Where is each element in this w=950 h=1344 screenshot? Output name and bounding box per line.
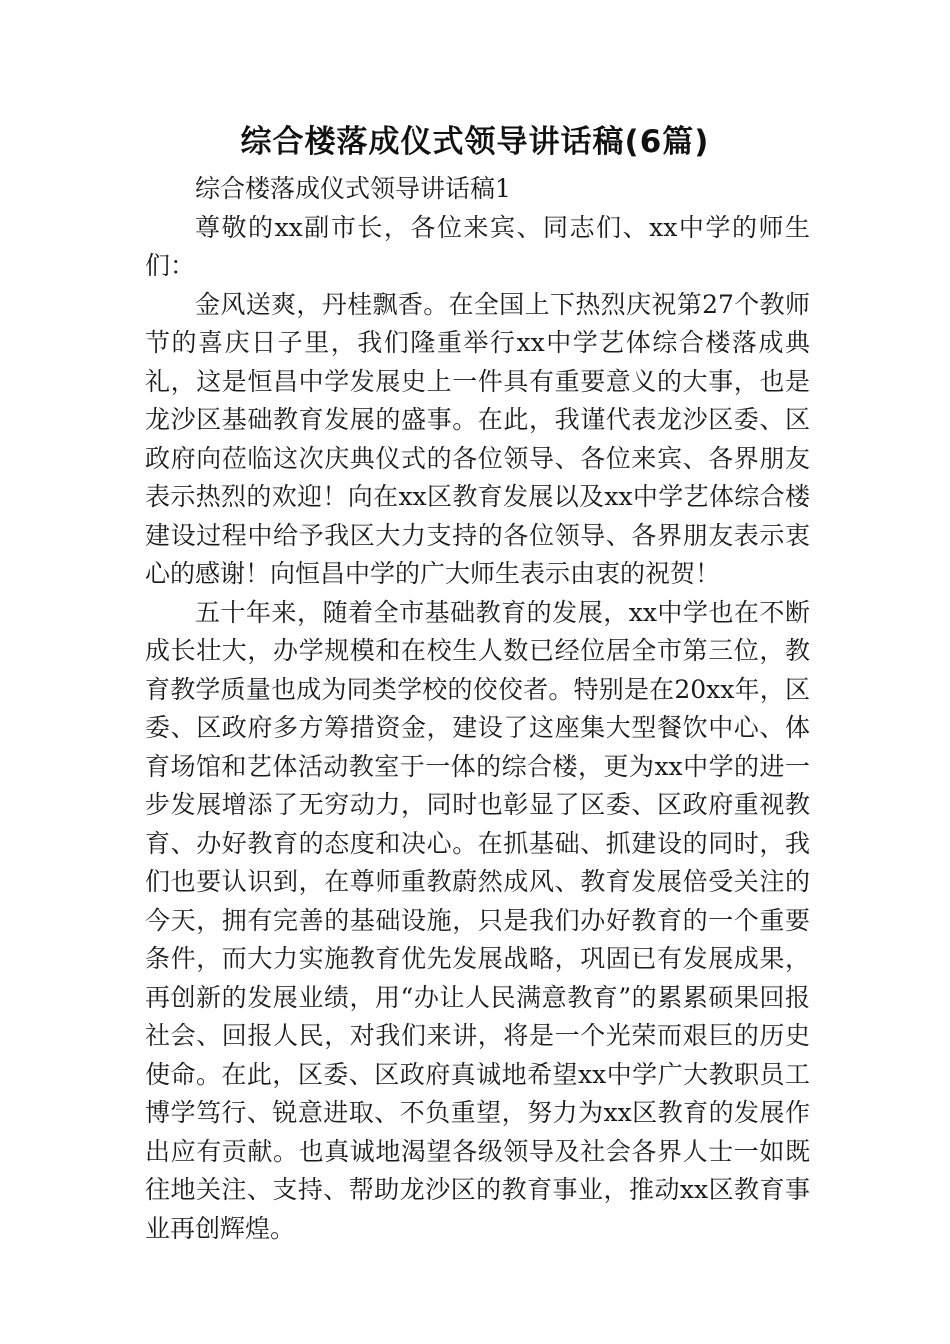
document-title: 综合楼落成仪式领导讲话稿(6篇) [240, 124, 710, 160]
document-subtitle: 综合楼落成仪式领导讲话稿1 [195, 174, 511, 203]
document-body [145, 170, 810, 1248]
body-paragraph-2: 五十年来，随着全市基础教育的发展，xx中学也在不断成长壮大，办学规模和在校生人数已经位居全市第三位，教育教学质量也成为同类学校的佼佼者。特别是在20xx年，区委、区政府多方筹措资金，建设了这座集大型餐饮中心、体育场馆和艺体活动教室于一体的综合楼，更为xx中学的进一步发展增添了无穷动力，同时也彰显了区委、区政府重视教育、办好教育的态度和决心。在抓基础、抓建设的同时，我们也要认识到，在尊师重教蔚然成风、教育发展倍受关注的今天，拥有完善的基础设施，只是我们办好教育的一个重要条件，而大力实施教育优先发展战略，巩固已有发展成果，再创新的发展业绩，用“办让人民满意教育”的累累硕果回报社会、回报人民，对我们来讲，将是一个光荣而艰巨的历史使命。在此，区委、区政府真诚地希望xx中学广大教职员工博学笃行、锐意进取、不负重望，努力为xx区教育的发展作出应有贡献。也真诚地渴望各级领导及社会各界人士一如既往地关注、支持、帮助龙沙区的教育事业，推动xx区教育事业再创辉煌。 [145, 597, 810, 1243]
body-paragraph-1: 金风送爽，丹桂飘香。在全国上下热烈庆祝第27个教师节的喜庆日子里，我们隆重举行xx中学艺体综合楼落成典礼，这是恒昌中学发展史上一件具有重要意义的大事，也是龙沙区基础教育发展的盛事。在此，我谨代表龙沙区委、区政府向莅临这次庆典仪式的各位领导、各位来宾、各界朋友表示热烈的欢迎！向在xx区教育发展以及xx中学艺体综合楼建设过程中给予我区大力支持的各位领导、各界朋友表示衷心的感谢！向恒昌中学的广大师生表示由衷的祝贺！ [145, 289, 810, 588]
salutation: 尊敬的xx副市长，各位来宾、同志们、xx中学的师生们： [145, 212, 810, 280]
